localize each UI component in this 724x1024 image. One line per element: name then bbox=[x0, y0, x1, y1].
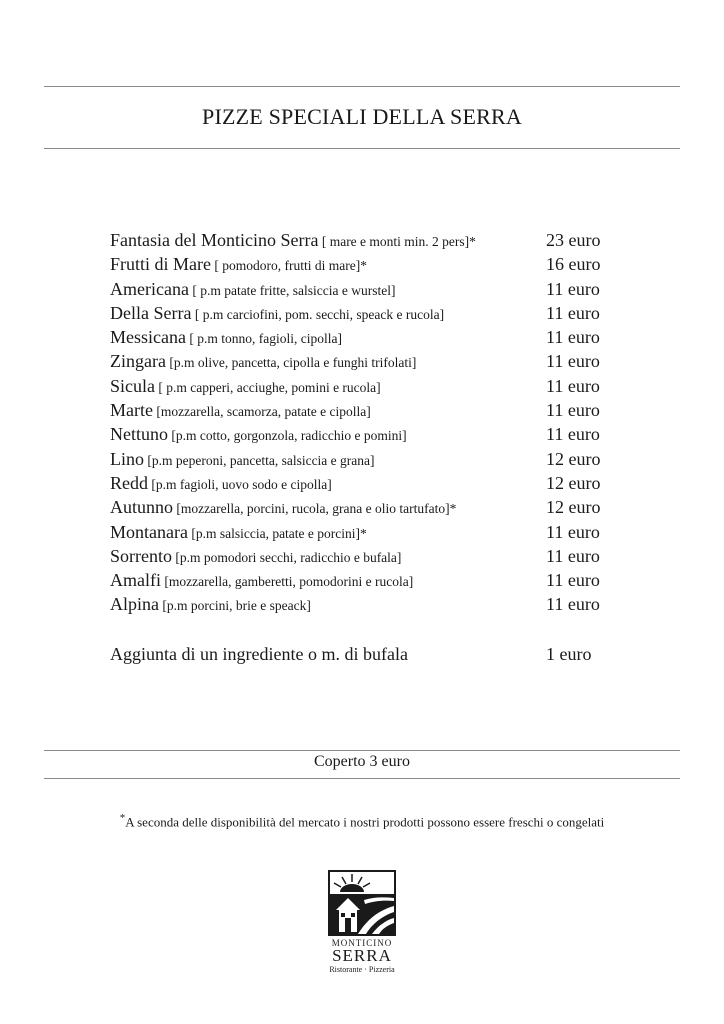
menu-item-description: [mozzarella, gamberetti, pomodorini e rucola] bbox=[161, 574, 414, 590]
menu-item-name: Redd bbox=[110, 472, 148, 493]
menu-item-description: [ p.m patate fritte, salsiccia e wurstel] bbox=[188, 282, 396, 298]
menu-item-name: Fantasia del Monticino Serra bbox=[110, 230, 319, 250]
extra-ingredient-price: 1 euro bbox=[546, 644, 592, 664]
menu-item-name: Lino bbox=[110, 448, 144, 469]
menu-item bbox=[110, 422, 620, 446]
menu-item-name: Nettuno bbox=[110, 424, 168, 445]
menu-item-name: Alpina bbox=[110, 594, 159, 615]
menu-item-name: Autunno bbox=[110, 497, 173, 518]
menu-item bbox=[110, 374, 620, 398]
menu-item-price: 11 euro bbox=[546, 375, 600, 396]
menu-item-price: 12 euro bbox=[546, 472, 601, 493]
menu-item-price: 11 euro bbox=[546, 278, 600, 299]
menu-item bbox=[110, 301, 620, 325]
menu-item-description: [ p.m tonno, fagioli, cipolla] bbox=[185, 331, 342, 347]
menu-item-description: [p.m salsiccia, patate e porcini]* bbox=[187, 525, 367, 541]
menu-item-description: [p.m fagioli, uovo sodo e cipolla] bbox=[148, 476, 332, 492]
menu-item-name: Amalfi bbox=[110, 570, 161, 591]
menu-item-price: 12 euro bbox=[546, 497, 601, 518]
menu-item-name: Messicana bbox=[110, 327, 186, 348]
menu-item bbox=[110, 277, 620, 301]
menu-item bbox=[110, 520, 620, 544]
page-title: PIZZE SPECIALI DELLA SERRA bbox=[202, 104, 522, 129]
menu-item-price: 11 euro bbox=[546, 521, 600, 542]
menu-item-name: Della Serra bbox=[110, 302, 192, 323]
coperto-bottom-rule bbox=[44, 778, 680, 779]
menu-item-description: [ p.m carciofini, pom. secchi, speack e rucola] bbox=[191, 306, 445, 322]
menu-item-description: [p.m peperoni, pancetta, salsiccia e grana] bbox=[144, 452, 375, 468]
pizza-menu-list bbox=[110, 228, 620, 617]
menu-item-name: Sorrento bbox=[110, 545, 172, 566]
extra-ingredient-row bbox=[110, 642, 620, 666]
menu-item-price: 11 euro bbox=[546, 570, 600, 591]
menu-item-name: Sicula bbox=[110, 375, 155, 396]
menu-item-price: 11 euro bbox=[546, 351, 600, 372]
menu-item bbox=[110, 495, 620, 519]
menu-item-description: [mozzarella, porcini, rucola, grana e olio tartufato]* bbox=[173, 501, 457, 517]
menu-item-description: [mozzarella, scamorza, patate e cipolla] bbox=[152, 404, 371, 420]
menu-item bbox=[110, 471, 620, 495]
menu-item-price: 11 euro bbox=[546, 327, 600, 348]
coperto-text: Coperto 3 euro bbox=[314, 753, 410, 770]
footnote-mark: * bbox=[119, 812, 126, 824]
menu-item-price: 16 euro bbox=[546, 254, 601, 275]
footnote-text: A seconda delle disponibilità del mercato i nostri prodotti possono essere freschi o congelati bbox=[125, 814, 605, 830]
menu-item-name: Americana bbox=[110, 278, 189, 299]
menu-item-price: 11 euro bbox=[546, 302, 600, 323]
menu-item-description: [ mare e monti min. 2 pers]* bbox=[318, 234, 476, 249]
menu-item bbox=[110, 349, 620, 373]
menu-item-name: Marte bbox=[110, 400, 153, 421]
logo-line-ristorante: Ristorante · Pizzeria bbox=[329, 965, 395, 974]
menu-item bbox=[110, 252, 620, 276]
menu-item bbox=[110, 568, 620, 592]
title-rule bbox=[44, 148, 680, 149]
top-rule bbox=[44, 86, 680, 87]
menu-item-name: Zingara bbox=[110, 351, 166, 372]
extra-ingredient-label: Aggiunta di un ingrediente o m. di bufala bbox=[110, 644, 408, 664]
menu-item-price: 11 euro bbox=[546, 400, 600, 421]
logo-line-serra: SERRA bbox=[332, 946, 392, 965]
logo-line-monticino: MONTICINO bbox=[331, 938, 393, 948]
restaurant-logo bbox=[312, 870, 412, 974]
menu-item-description: [p.m porcini, brie e speack] bbox=[159, 598, 311, 614]
menu-item-price: 11 euro bbox=[546, 594, 600, 615]
menu-item bbox=[110, 592, 620, 616]
menu-item-name: Montanara bbox=[110, 521, 188, 542]
menu-item bbox=[110, 325, 620, 349]
menu-item bbox=[110, 398, 620, 422]
menu-item-description: [ pomodoro, frutti di mare]* bbox=[211, 258, 367, 274]
menu-item-description: [p.m olive, pancetta, cipolla e funghi trifolati] bbox=[165, 355, 417, 371]
menu-item bbox=[110, 447, 620, 471]
menu-item-name: Frutti di Mare bbox=[110, 254, 211, 275]
coperto-top-rule bbox=[44, 750, 680, 751]
menu-item bbox=[110, 228, 620, 252]
menu-item-price: 11 euro bbox=[546, 424, 600, 445]
menu-item bbox=[110, 544, 620, 568]
farmhouse-sun-icon bbox=[328, 870, 396, 936]
menu-item-price: 11 euro bbox=[546, 545, 600, 566]
menu-item-description: [p.m cotto, gorgonzola, radicchio e pomini] bbox=[168, 428, 407, 444]
footnote bbox=[0, 812, 724, 830]
menu-item-price: 12 euro bbox=[546, 448, 601, 469]
menu-item-description: [ p.m capperi, acciughe, pomini e rucola] bbox=[155, 379, 381, 395]
menu-item-price: 23 euro bbox=[546, 230, 601, 250]
menu-item-description: [p.m pomodori secchi, radicchio e bufala] bbox=[172, 549, 402, 565]
